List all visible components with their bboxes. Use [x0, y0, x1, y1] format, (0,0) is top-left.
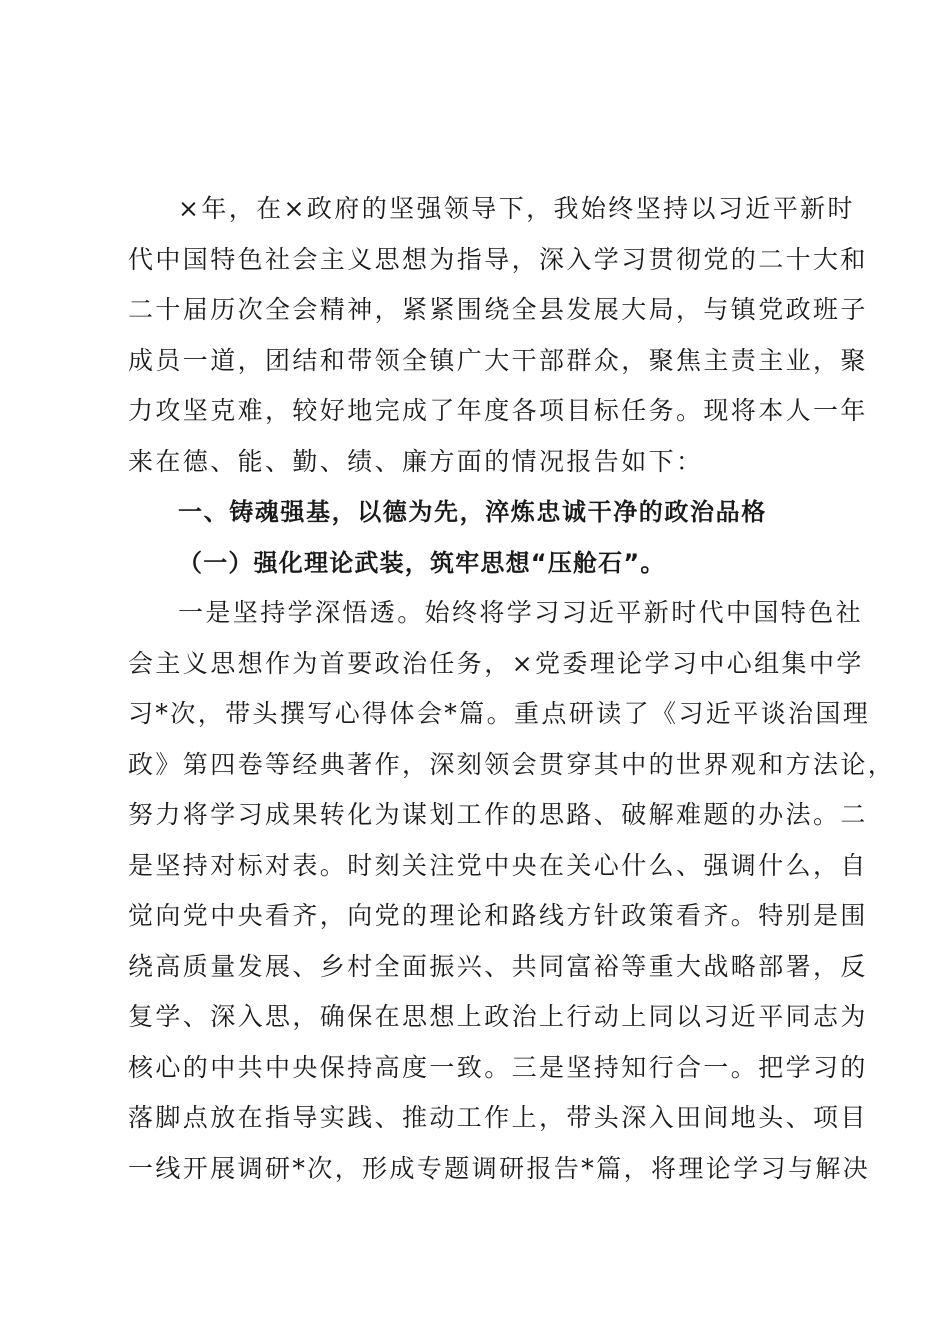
intro-line: ×年，在×政府的坚强领导下，我始终坚持以习近平新时	[178, 194, 855, 223]
body-line: 习*次，带头撰写心得体会*篇。重点研读了《习近平谈治国理	[128, 699, 871, 728]
intro-line: 代中国特色社会主义思想为指导，深入学习贯彻党的二十大和	[128, 244, 868, 274]
document-body	[128, 184, 896, 1194]
intro-line: 成员一道，团结和带领全镇广大干部群众，聚焦主责主业，聚	[128, 345, 868, 375]
body-line: 觉向党中央看齐，向党的理论和路线方针政策看齐。特别是围	[128, 901, 868, 930]
body-line: 一是坚持学深悟透。始终将学习习近平新时代中国特色社	[178, 598, 864, 627]
body-line: 一线开展调研*次，形成专题调研报告*篇，将理论学习与解决	[128, 1153, 871, 1183]
body-line: 绕高质量发展、乡村全面振兴、共同富裕等重大战略部署，反	[128, 951, 868, 981]
intro-line: 力攻坚克难，较好地完成了年度各项目标任务。现将本人一年	[128, 396, 868, 425]
body-line: 是坚持对标对表。时刻关注党中央在关心什么、强调什么，自	[128, 850, 868, 880]
body-line: 努力将学习成果转化为谋划工作的思路、破解难题的办法。二	[128, 800, 868, 829]
subsection-heading: （一）强化理论武装，筑牢思想“压舱石”。	[178, 548, 666, 577]
body-line: 复学、深入思，确保在思想上政治上行动上同以习近平同志为	[128, 1002, 868, 1031]
section-heading: 一、铸魂强基，以德为先，淬炼忠诚干净的政治品格	[178, 498, 767, 526]
intro-line: 二十届历次全会精神，紧紧围绕全县发展大局，与镇党政班子	[128, 295, 868, 324]
body-line: 政》第四卷等经典著作，深刻领会贯穿其中的世界观和方法论，	[128, 749, 896, 779]
body-line: 会主义思想作为首要政治任务，×党委理论学习中心组集中学	[128, 648, 864, 678]
body-line: 落脚点放在指导实践、推动工作上，带头深入田间地头、项目	[128, 1103, 868, 1132]
intro-line: 来在德、能、勤、绩、廉方面的情况报告如下：	[128, 446, 704, 476]
body-line: 核心的中共中央保持高度一致。三是坚持知行合一。把学习的	[128, 1052, 868, 1082]
